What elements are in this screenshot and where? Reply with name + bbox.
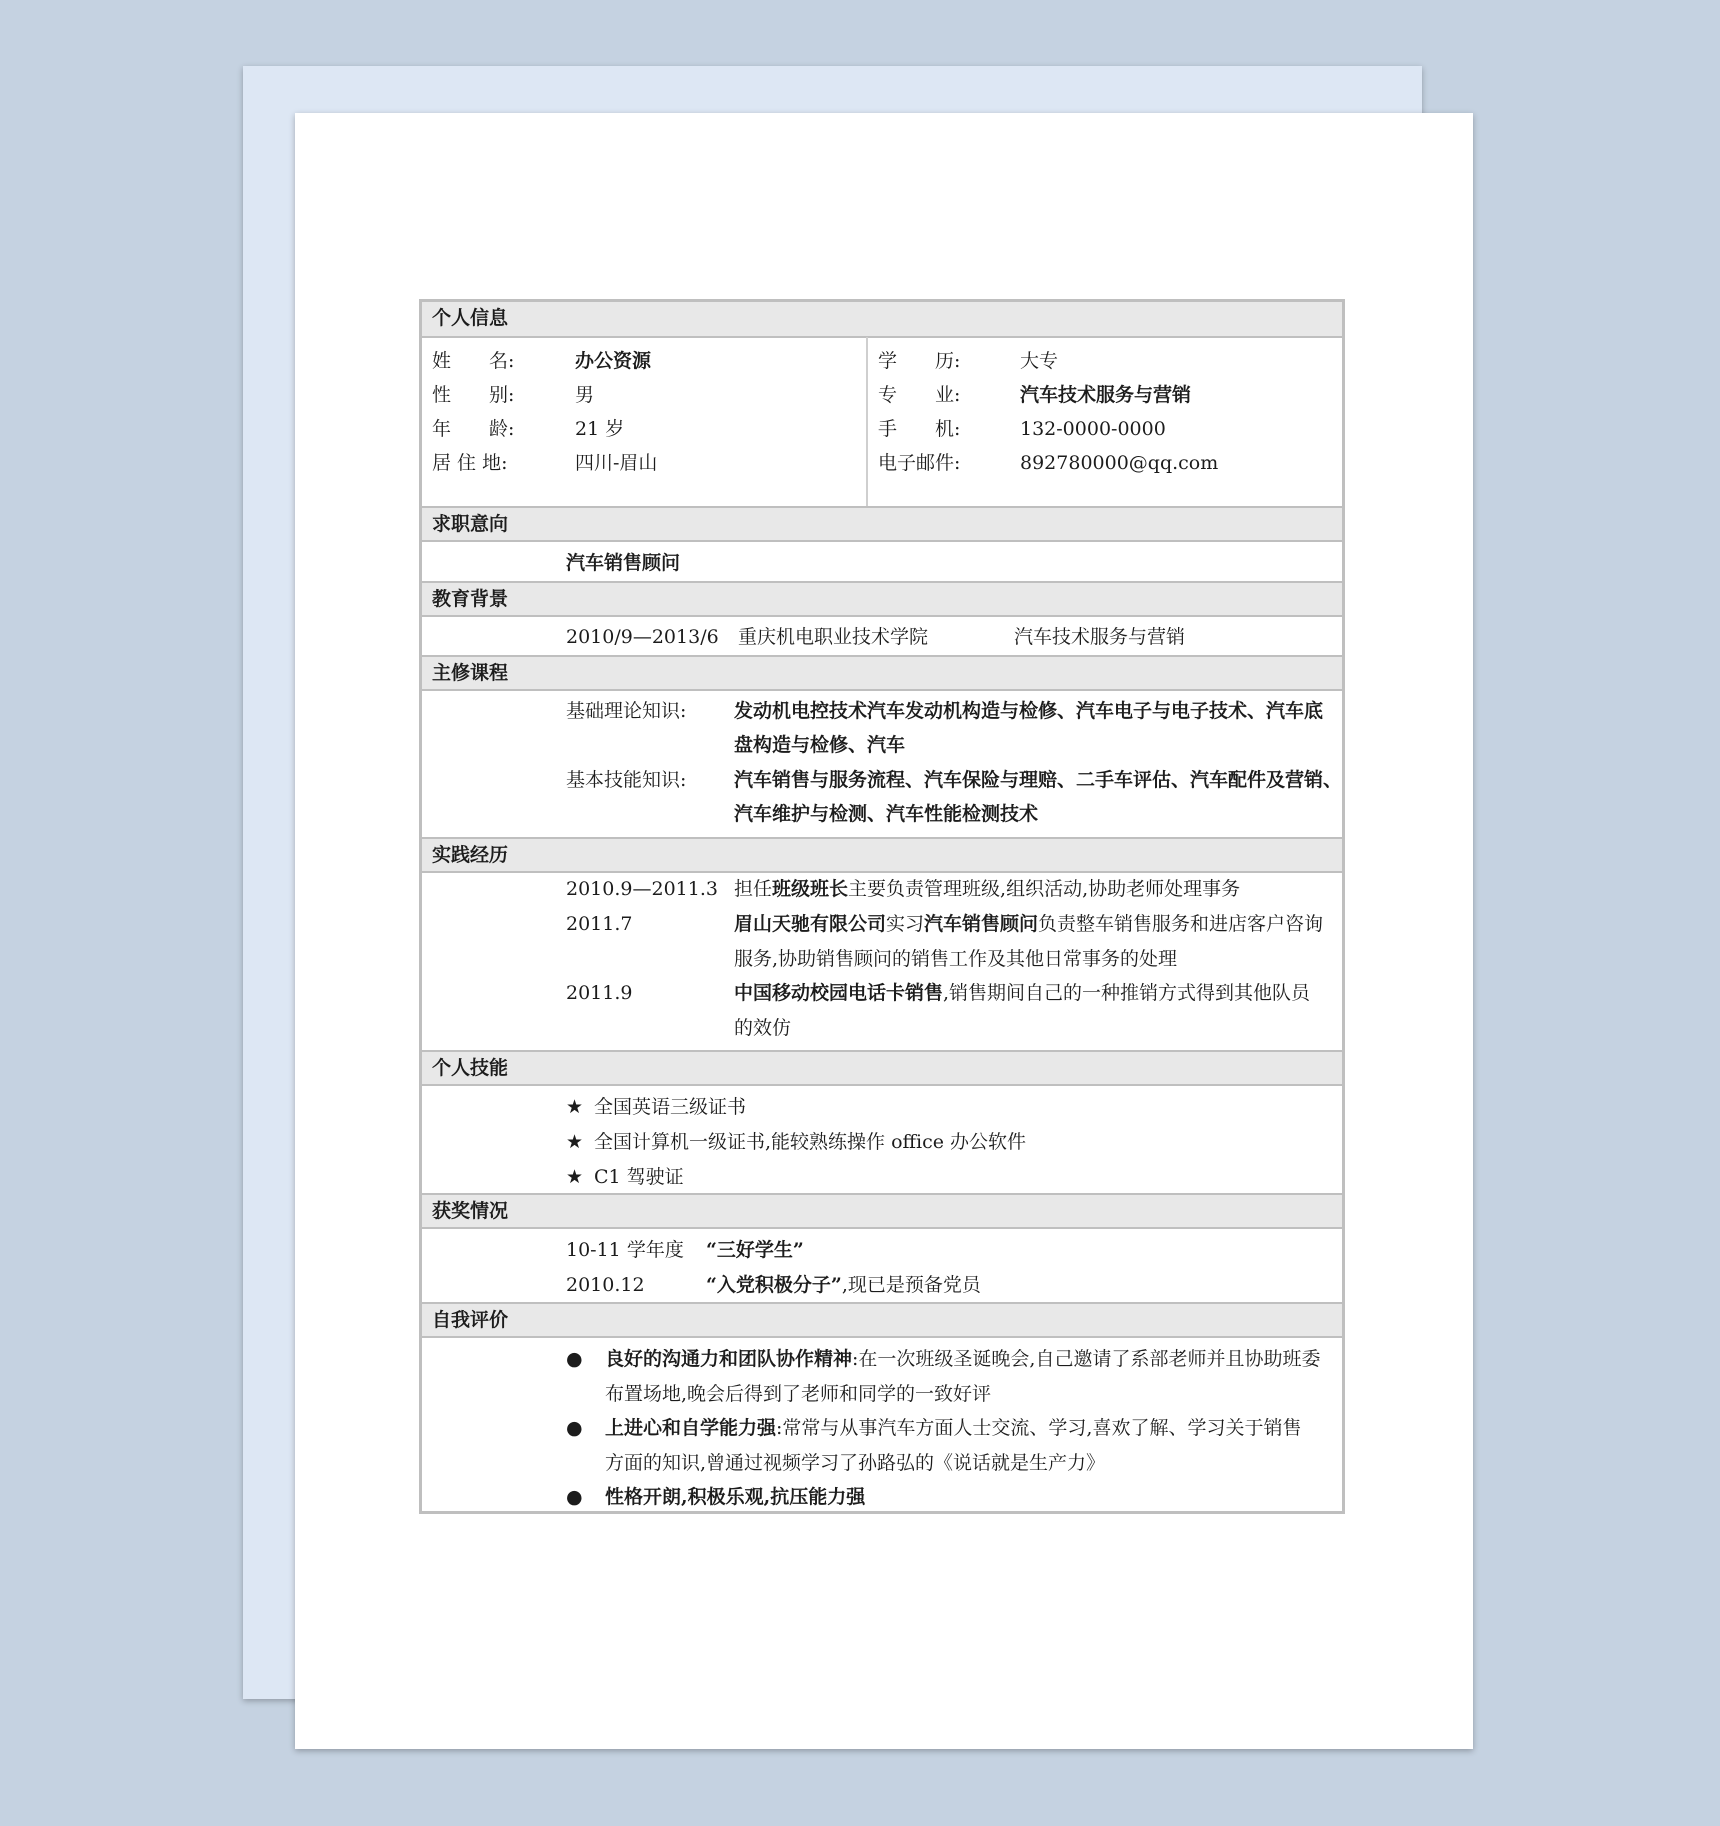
award-line: “三好学生” bbox=[706, 1239, 804, 1261]
practice-date: 2011.7 bbox=[566, 913, 633, 935]
self-bullet-icon: ● bbox=[566, 1417, 583, 1439]
star-icon: ★ bbox=[566, 1131, 584, 1153]
self-item: 性格开朗,积极乐观,抗压能力强 bbox=[605, 1486, 866, 1508]
course-label: 基本技能知识: bbox=[566, 769, 687, 791]
skill-item: ★ C1 驾驶证 bbox=[566, 1160, 684, 1194]
self-item: 方面的知识,曾通过视频学习了孙路弘的《说话就是生产力》 bbox=[605, 1452, 1106, 1474]
section-header-personal: 个人信息 bbox=[422, 302, 1342, 338]
self-bullet-icon: ● bbox=[566, 1348, 583, 1370]
personal-residence-value: 四川-眉山 bbox=[575, 452, 658, 474]
personal-email-label: 电子邮件: bbox=[878, 452, 961, 474]
course-line: 盘构造与检修、汽车 bbox=[734, 734, 906, 756]
intent-value: 汽车销售顾问 bbox=[566, 552, 681, 574]
section-header-intent: 求职意向 bbox=[422, 506, 1342, 542]
practice-line: 服务,协助销售顾问的销售工作及其他日常事务的处理 bbox=[734, 948, 1178, 970]
personal-age-value: 21 岁 bbox=[575, 418, 625, 440]
course-label: 基础理论知识: bbox=[566, 700, 687, 722]
self-item: 良好的沟通力和团队协作精神:在一次班级圣诞晚会,自己邀请了系部老师并且协助班委 bbox=[605, 1348, 1321, 1370]
personal-gender-label: 性 别: bbox=[432, 384, 515, 406]
self-bullet-icon: ● bbox=[566, 1486, 583, 1508]
self-item: 布置场地,晚会后得到了老师和同学的一致好评 bbox=[605, 1383, 992, 1405]
practice-line: 眉山天驰有限公司实习汽车销售顾问负责整车销售服务和进店客户咨询 bbox=[734, 913, 1324, 935]
skill-item: ★ 全国计算机一级证书,能较熟练操作 office 办公软件 bbox=[566, 1125, 1026, 1159]
section-header-skills: 个人技能 bbox=[422, 1050, 1342, 1086]
personal-residence-label: 居 住 地: bbox=[432, 452, 508, 474]
practice-date: 2010.9—2011.3 bbox=[566, 878, 718, 900]
education-school: 重庆机电职业技术学院 bbox=[738, 626, 929, 648]
practice-line: 的效仿 bbox=[734, 1017, 792, 1039]
personal-education-value: 大专 bbox=[1020, 350, 1059, 372]
star-icon: ★ bbox=[566, 1096, 584, 1118]
education-period: 2010/9—2013/6 bbox=[566, 626, 719, 648]
personal-phone-label: 手 机: bbox=[878, 418, 961, 440]
column-divider bbox=[866, 337, 868, 506]
practice-date: 2011.9 bbox=[566, 982, 633, 1004]
personal-age-label: 年 龄: bbox=[432, 418, 515, 440]
personal-name-value: 办公资源 bbox=[575, 350, 652, 372]
personal-gender-value: 男 bbox=[575, 384, 595, 406]
award-date: 10-11 学年度 bbox=[566, 1239, 684, 1261]
personal-email-value: 892780000@qq.com bbox=[1020, 452, 1219, 474]
personal-major-value: 汽车技术服务与营销 bbox=[1020, 384, 1192, 406]
course-line: 汽车维护与检测、汽车性能检测技术 bbox=[734, 803, 1039, 825]
section-header-education: 教育背景 bbox=[422, 581, 1342, 617]
award-date: 2010.12 bbox=[566, 1274, 645, 1296]
resume-table bbox=[419, 299, 1345, 1514]
section-header-self: 自我评价 bbox=[422, 1302, 1342, 1338]
education-major: 汽车技术服务与营销 bbox=[1014, 626, 1186, 648]
course-line: 汽车销售与服务流程、汽车保险与理赔、二手车评估、汽车配件及营销、 bbox=[734, 769, 1343, 791]
star-icon: ★ bbox=[566, 1166, 584, 1188]
section-header-courses: 主修课程 bbox=[422, 655, 1342, 691]
section-header-practice: 实践经历 bbox=[422, 837, 1342, 873]
self-item: 上进心和自学能力强:常常与从事汽车方面人士交流、学习,喜欢了解、学习关于销售 bbox=[605, 1417, 1302, 1439]
skill-item: ★ 全国英语三级证书 bbox=[566, 1090, 746, 1124]
award-line: “入党积极分子”,现已是预备党员 bbox=[706, 1274, 981, 1296]
practice-line: 担任班级班长主要负责管理班级,组织活动,协助老师处理事务 bbox=[734, 878, 1241, 900]
personal-phone-value: 132-0000-0000 bbox=[1020, 418, 1166, 440]
personal-major-label: 专 业: bbox=[878, 384, 961, 406]
section-header-awards: 获奖情况 bbox=[422, 1193, 1342, 1229]
course-line: 发动机电控技术汽车发动机构造与检修、汽车电子与电子技术、汽车底 bbox=[734, 700, 1324, 722]
personal-name-label: 姓 名: bbox=[432, 350, 515, 372]
personal-education-label: 学 历: bbox=[878, 350, 961, 372]
practice-line: 中国移动校园电话卡销售,销售期间自己的一种推销方式得到其他队员 bbox=[734, 982, 1311, 1004]
